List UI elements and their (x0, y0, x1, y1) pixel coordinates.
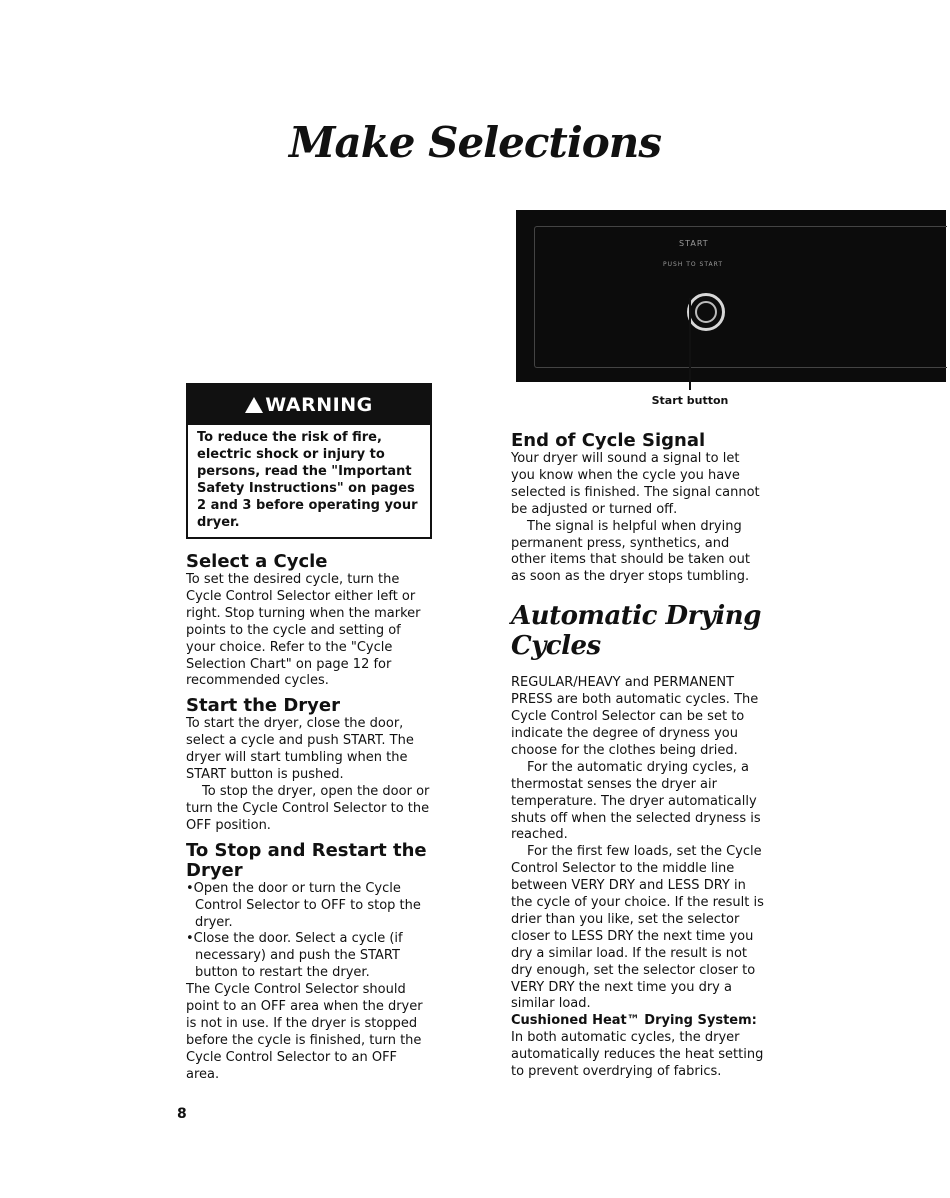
end-signal-heading: End of Cycle Signal (511, 430, 706, 451)
automatic-heading: Automatic Drying Cycles (511, 601, 761, 662)
cushioned-heat-label: Cushioned Heat™ Drying System: (511, 1013, 757, 1029)
bullet-text: Open the door or turn the Cycle Control Selector to OFF to stop the dryer. (193, 880, 421, 930)
start-button-caption: Start button (651, 394, 729, 407)
warning-triangle-icon (245, 397, 263, 413)
start-dryer-body-2: To stop the dryer, open the door or turn the Cycle Control Selector to the OFF position. (186, 783, 430, 833)
start-knob-icon (687, 293, 725, 331)
warning-box (186, 383, 432, 539)
panel-frame (534, 226, 947, 368)
page-title: Make Selections (288, 118, 661, 167)
select-cycle-body: To set the desired cycle, turn the Cycle Control Selector either left or right. Stop turning when the marker points to the cycle and setting of your choice. Refer to the "Cycle Selection Chart" on page 12 for recommended cycles. (186, 572, 421, 689)
list-item: •Open the door or turn the Cycle Control Selector to OFF to stop the dryer. (186, 880, 421, 930)
start-dryer-heading: Start the Dryer (186, 695, 340, 717)
warning-header-label: WARNING (265, 394, 373, 416)
right-column (511, 431, 767, 1081)
stop-restart-body: The Cycle Control Selector should point to an OFF area when the dryer is not in use. If the dryer is stopped before the cycle is finished, turn the Cycle Control Selector to an OFF area. (186, 982, 423, 1082)
page-number: 8 (177, 1106, 187, 1122)
control-panel-image (516, 210, 946, 382)
stop-restart-heading: To Stop and Restart the Dryer (186, 839, 427, 881)
warning-header (188, 385, 430, 425)
panel-label-push: PUSH TO START (663, 261, 724, 268)
select-cycle-heading: Select a Cycle (186, 551, 328, 572)
warning-text: To reduce the risk of fire, electric shock or injury to persons, read the "Important Safety Instructions" on pages 2 and 3 before operating your dryer. (197, 430, 418, 530)
automatic-body: REGULAR/HEAVY and PERMANENT PRESS are both automatic cycles. The Cycle Control Selector can be set to indicate the degree of dryness you choose for the clothes being dried. (511, 675, 759, 758)
list-item: •Close the door. Select a cycle (if necessary) and push the START button to restart the dryer. (186, 931, 403, 981)
automatic-body-3: For the first few loads, set the Cycle Control Selector to the middle line between VERY DRY and LESS DRY in the cycle of your choice. If the result is drier than you like, set the selector closer to LESS DRY the next time you dry a similar load. If the result is not dry enough, set the selector closer to VERY DRY the next time you dry a similar load. (511, 844, 764, 1012)
start-dryer-body: To start the dryer, close the door, select a cycle and push START. The dryer will start tumbling when the START button is pushed. (186, 716, 414, 783)
panel-label-start: START (679, 239, 709, 248)
automatic-body-2: For the automatic drying cycles, a thermostat senses the dryer air temperature. The dryer automatically shuts off when the selected dryness is reached. (511, 759, 761, 843)
end-signal-body-2: The signal is helpful when drying permanent press, synthetics, and other items that should be taken out as soon as the dryer stops tumbling. (511, 518, 750, 585)
cushioned-heat-body: In both automatic cycles, the dryer automatically reduces the heat setting to prevent overdrying of fabrics. (511, 1030, 764, 1080)
callout-line (689, 298, 691, 390)
left-column (186, 552, 434, 1084)
end-signal-body: Your dryer will sound a signal to let you know when the cycle you have selected is finished. The signal cannot be adjusted or turned off. (511, 451, 760, 517)
bullet-text: Close the door. Select a cycle (if necessary) and push the START button to restart the dryer. (193, 931, 403, 981)
